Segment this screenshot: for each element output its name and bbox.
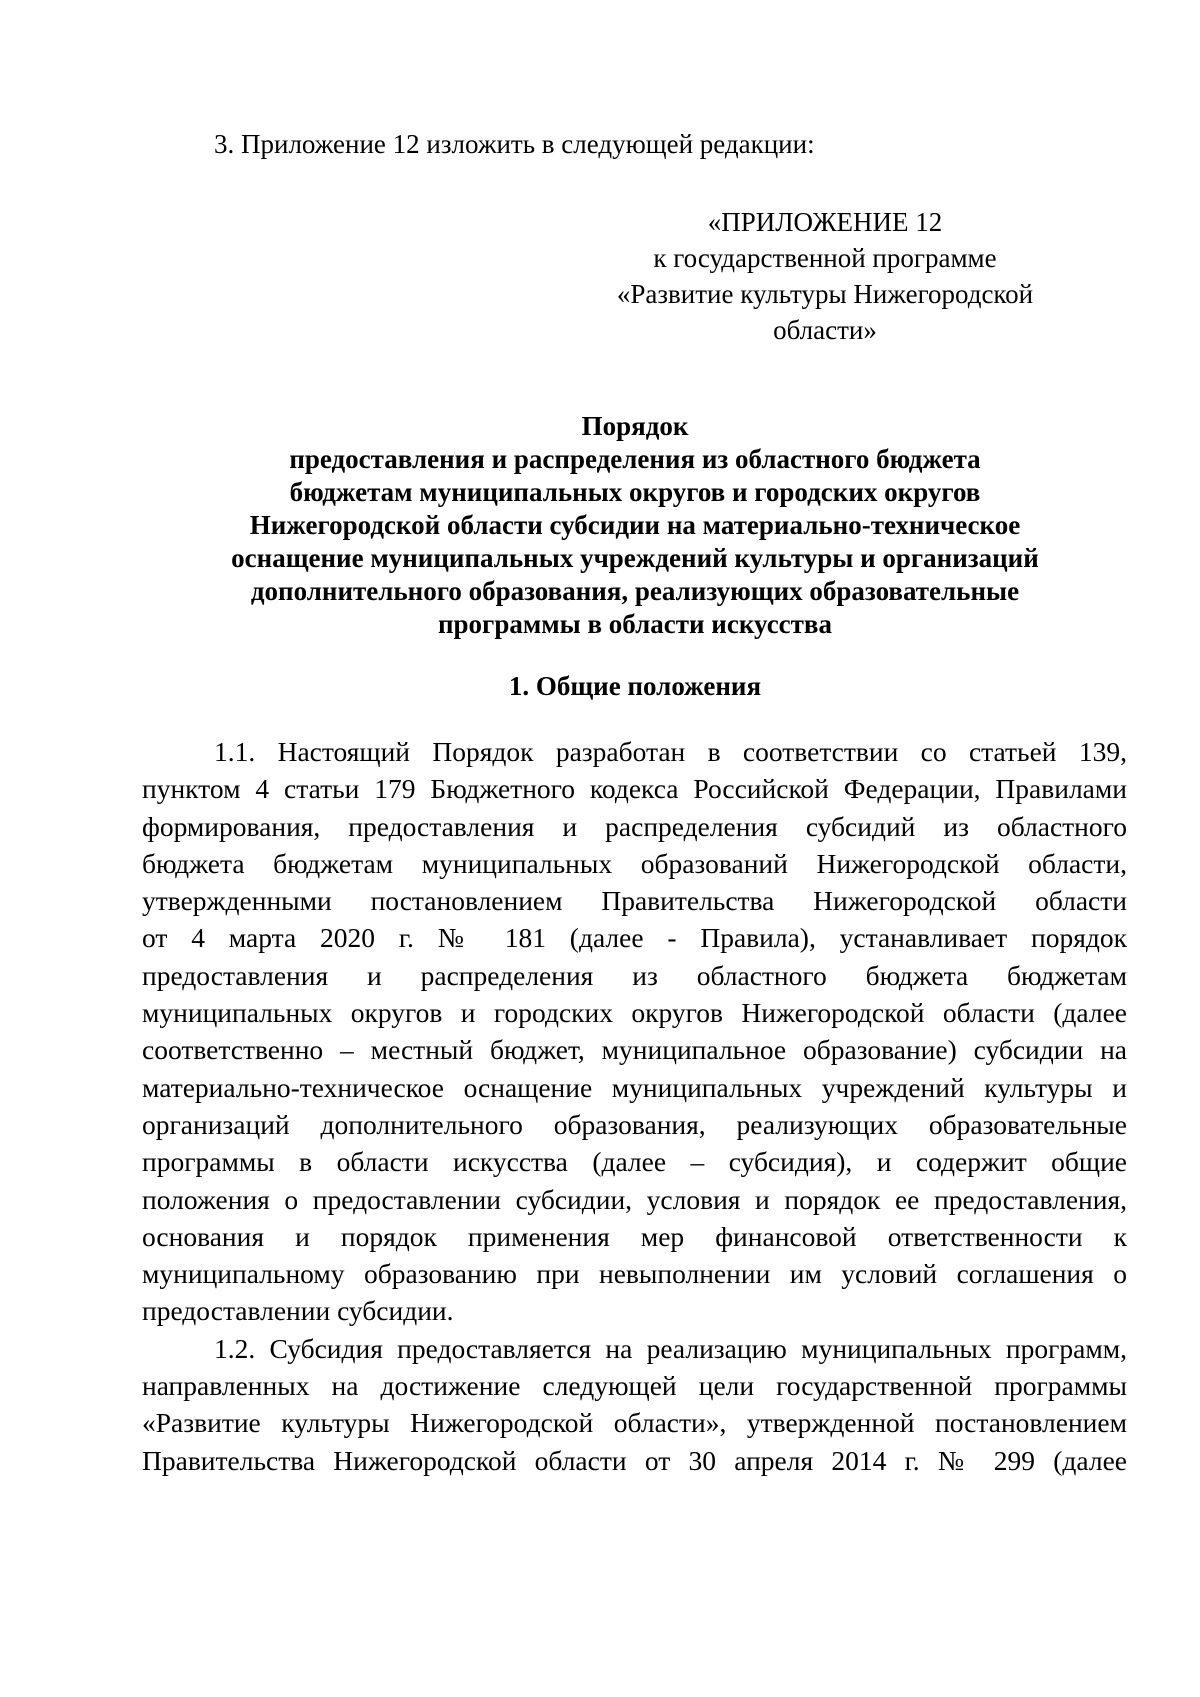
title-line: оснащение муниципальных учреждений культуры и организаций bbox=[231, 543, 1039, 573]
section-body bbox=[142, 733, 1127, 1479]
paragraph-line: утвержденными постановлением Правительства Нижегородской области bbox=[142, 885, 1127, 917]
paragraph-line: формирования, предоставления и распределения субсидий из областного bbox=[142, 810, 1127, 842]
paragraph-line: от 4 марта 2020 г. № 181 (далее - Правила), устанавливает порядок bbox=[142, 922, 1127, 954]
appendix-line: области» bbox=[773, 315, 877, 345]
paragraph-line: положения о предоставлении субсидии, условия и порядок ее предоставления, bbox=[142, 1183, 1127, 1215]
paragraph-line: материально-техническое оснащение муниципальных учреждений культуры и bbox=[142, 1071, 1127, 1103]
paragraph-line: соответственно – местный бюджет, муниципальное образование) субсидии на bbox=[142, 1034, 1127, 1066]
title-line: Нижегородской области субсидии на материально-техническое bbox=[249, 510, 1021, 540]
paragraph-line: организаций дополнительного образования, реализующих образовательные bbox=[142, 1108, 1127, 1140]
document-title bbox=[140, 410, 1130, 641]
paragraph-line: бюджета бюджетам муниципальных образований Нижегородской области, bbox=[142, 847, 1127, 879]
title-line: бюджетам муниципальных округов и городских округов bbox=[289, 477, 981, 507]
paragraph-1-2 bbox=[142, 1330, 1127, 1479]
paragraph-line: программы в области искусства (далее – субсидия), и содержит общие bbox=[142, 1146, 1127, 1178]
paragraph-line: 1.1. Настоящий Порядок разработан в соответствии со статьей 139, bbox=[214, 736, 1127, 767]
title-line: дополнительного образования, реализующих образовательные bbox=[250, 576, 1020, 606]
appendix-header bbox=[600, 204, 1050, 348]
paragraph-line: основания и порядок применения мер финансовой ответственности к bbox=[142, 1220, 1127, 1252]
paragraph-line: направленных на достижение следующей цели государственной программы bbox=[142, 1370, 1127, 1402]
section-heading: 1. Общие положения bbox=[508, 671, 762, 701]
appendix-line: к государственной программе bbox=[653, 243, 997, 273]
intro-paragraph: 3. Приложение 12 изложить в следующей редакции: bbox=[214, 129, 815, 159]
title-line: Порядок bbox=[581, 411, 689, 441]
paragraph-line: 1.2. Субсидия предоставляется на реализацию муниципальных программ, bbox=[214, 1332, 1127, 1364]
paragraph-line: пунктом 4 статьи 179 Бюджетного кодекса Российской Федерации, Правилами bbox=[142, 773, 1127, 805]
appendix-line: «ПРИЛОЖЕНИЕ 12 bbox=[707, 207, 943, 237]
paragraph-line: предоставления и распределения из областного бюджета бюджетам bbox=[142, 959, 1127, 991]
title-line: предоставления и распределения из областного бюджета bbox=[289, 444, 981, 474]
paragraph-line: муниципальному образованию при невыполнении им условий соглашения о bbox=[142, 1258, 1127, 1290]
paragraph-line: Правительства Нижегородской области от 30 апреля 2014 г. № 299 (далее bbox=[142, 1444, 1127, 1476]
paragraph-line: предоставлении субсидии. bbox=[142, 1295, 454, 1327]
paragraph-1-1 bbox=[142, 733, 1127, 1330]
title-line: программы в области искусства bbox=[437, 609, 833, 639]
paragraph-line: «Развитие культуры Нижегородской области», утвержденной постановлением bbox=[142, 1407, 1127, 1439]
paragraph-line: муниципальных округов и городских округов Нижегородской области (далее bbox=[142, 997, 1127, 1029]
appendix-line: «Развитие культуры Нижегородской bbox=[616, 279, 1034, 309]
